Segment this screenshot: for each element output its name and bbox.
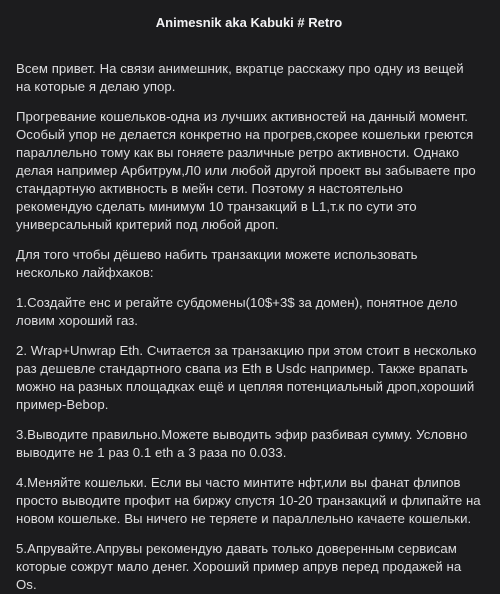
list-item-ens: 1.Создайте енс и регайте субдомены(10$+3$ за домен), понятное дело ловим хороший газ. (16, 295, 458, 328)
paragraph-lifehacks-intro: Для того чтобы дёшево набить транзакции можете использовать несколько лайфхаков: (16, 247, 418, 280)
paragraph-intro: Всем привет. На связи анимешник, вкратце расскажу про одну из вещей на которые я делаю упор. (16, 61, 464, 94)
list-item-wrap-unwrap: 2. Wrap+Unwrap Eth. Считается за транзакцию при этом стоит в несколько раз дешевле стандартного свапа из Eth в Usdc например. Также врапать можно на разных площадках ещё и цепляя потенциальный дроп,хороший пример-Bebop. (16, 343, 477, 412)
list-item-withdraw: 3.Выводите правильно.Можете выводить эфир разбивая сумму. Условно выводите не 1 раз 0.1 eth а 3 раза по 0.033. (16, 427, 468, 460)
note-title: Animesnik aka Kabuki # Retro (155, 15, 343, 30)
list-item-change-wallets: 4.Меняйте кошельки. Если вы часто минтите нфт,или вы фанат флипов просто выводите профит на биржу спустя 10-20 транзакций и флипайте на новом кошельке. Вы ничего не теряете и параллельно качаете кошельки. (16, 475, 481, 526)
note-body[interactable] (16, 60, 482, 594)
list-item-approve: 5.Апрувайте.Апрувы рекомендую давать только доверенным сервисам которые сожрут мало денег. Хороший пример апрув перед продажей на Os. (16, 541, 462, 592)
paragraph-wallet-warmup: Прогревание кошельков-одна из лучших активностей на данный момент. Особый упор не делается конкретно на прогрев,скорее кошельки греются параллельно тому как вы гоняете различные ретро активности. Однако делая например Арбитрум,Л0 или любой другой проект вы забываете про стандартную активность в мейн сети. Поэтому я настоятельно рекомендую сделать минимум 10 транзакций в L1,т.к по сути это универсальный критерий под любой дроп. (16, 109, 476, 232)
